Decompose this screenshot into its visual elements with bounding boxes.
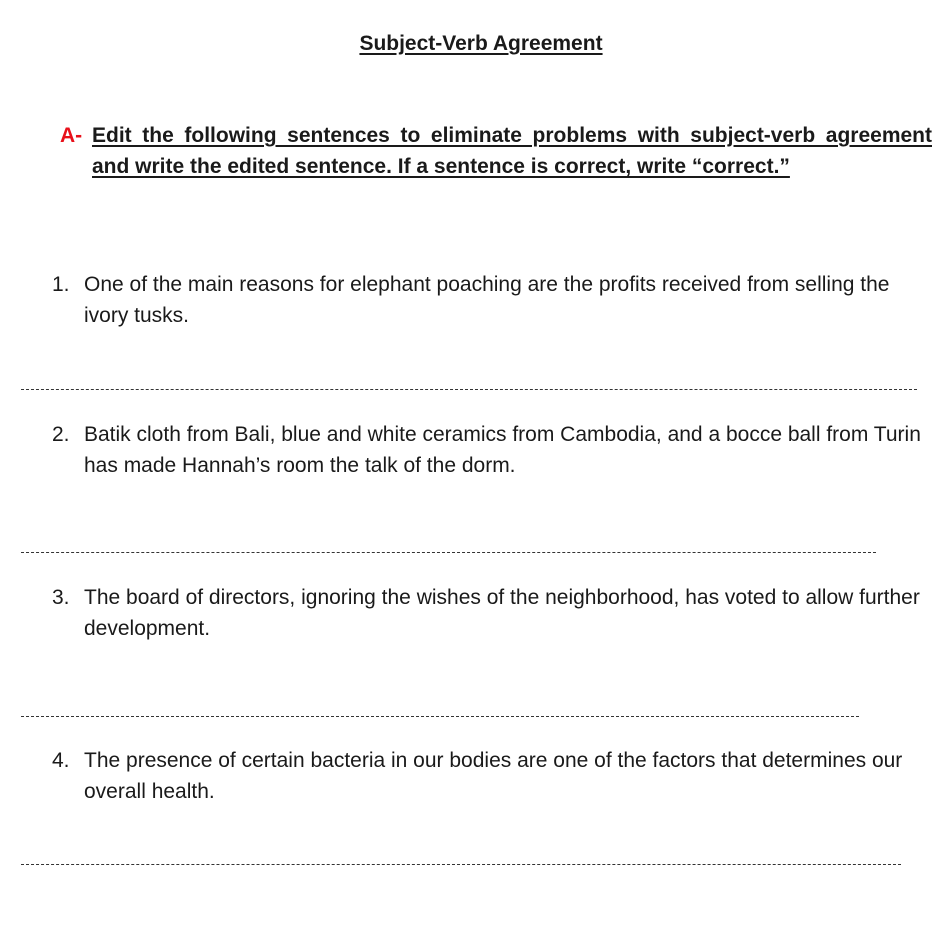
question-number: 1.	[52, 273, 70, 296]
answer-line-1[interactable]	[21, 389, 917, 390]
question-text: The board of directors, ignoring the wishes of the neighborhood, has voted to allow further development.	[84, 586, 920, 640]
question-text: The presence of certain bacteria in our bodies are one of the factors that determines our overall health.	[84, 749, 903, 803]
question-number: 3.	[52, 586, 70, 609]
page-title: Subject-Verb Agreement	[359, 32, 603, 55]
question-text: Batik cloth from Bali, blue and white ceramics from Cambodia, and a bocce ball from Turin has made Hannah’s room the talk of the dorm.	[84, 423, 921, 477]
answer-line-4[interactable]	[21, 864, 901, 865]
section-instruction-text: Edit the following sentences to eliminate problems with subject-verb agreement and write the edited sentence. If a sentence is correct, write “correct.”	[92, 124, 932, 178]
question-text: One of the main reasons for elephant poaching are the profits received from selling the ivory tusks.	[84, 273, 890, 327]
question-number: 4.	[52, 749, 70, 772]
question-number: 2.	[52, 423, 70, 446]
answer-line-3[interactable]	[21, 716, 859, 717]
answer-line-2[interactable]	[21, 552, 876, 553]
section-letter: A-	[60, 124, 83, 147]
